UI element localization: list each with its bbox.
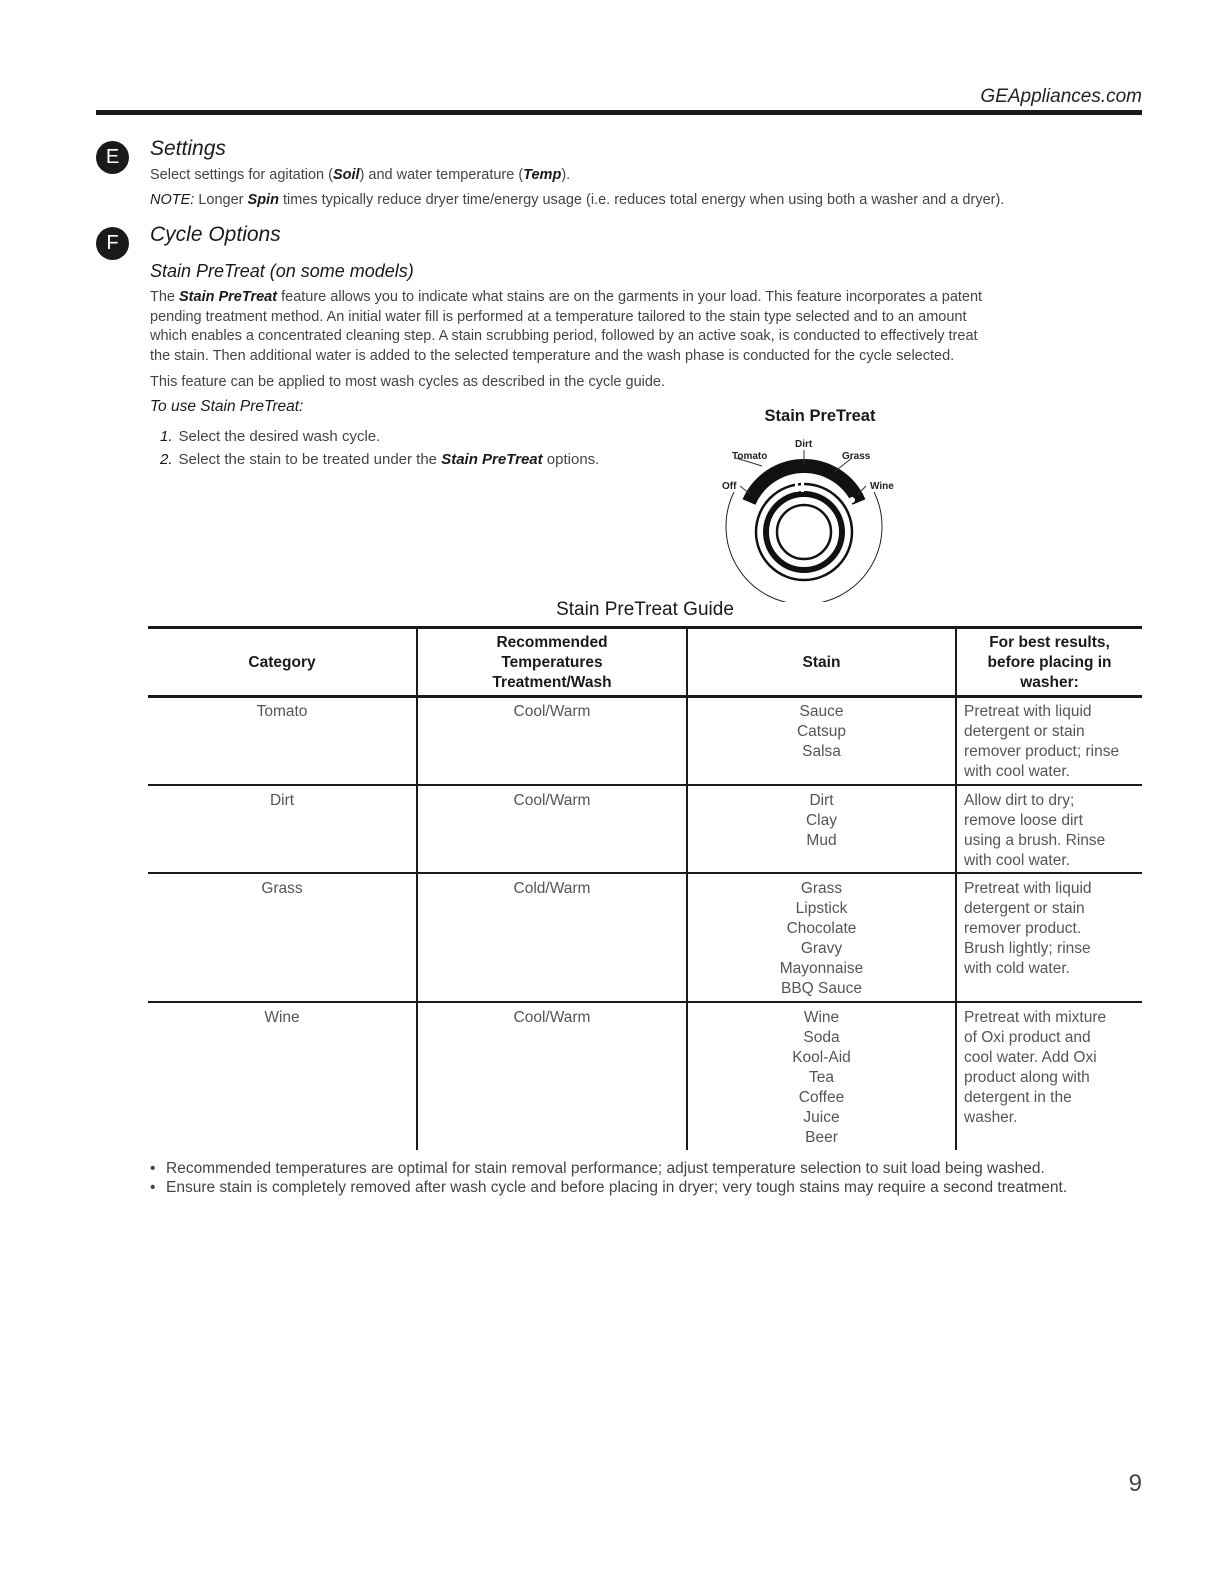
row-dirt-temp: Cool/Warm [513,792,591,809]
settings-note: NOTE: Longer Spin times typically reduce dryer time/energy usage (i.e. reduces total energy when using both a washer and a dryer). [150,192,1005,208]
row-wine-temp: Cool/Warm [513,1009,591,1026]
dial-label-grass: Grass [842,451,871,462]
dial-dot-dirt [801,474,807,480]
stain-pretreat-dial [700,432,920,602]
settings-title: Settings [150,137,226,160]
page-number: 9 [1128,1470,1142,1497]
dial-title: Stain PreTreat [764,407,876,425]
row-grass-stains: Grass Lipstick Chocolate Gravy Mayonnaise BBQ Sauce [779,880,864,997]
to-use-title: To use Stain PreTreat: [150,398,304,415]
row-tomato-best: Pretreat with liquid detergent or stain remover product; rinse with cool water. [964,703,1120,780]
guide-title: Stain PreTreat Guide [556,599,734,620]
row-rule-3 [148,1001,1142,1003]
row-dirt-category: Dirt [269,792,295,809]
guide-note-2: • Ensure stain is completely removed after wash cycle and before placing in dryer; very tough stains may require a second treatment. [150,1179,1068,1196]
row-tomato-temp: Cool/Warm [513,703,591,720]
header-best-results: For best results, before placing in washer: [987,634,1112,691]
row-dirt-stains: Dirt Clay Mud [805,792,837,849]
dial-label-off: Off [722,481,737,492]
dial-dot-grass [829,483,835,489]
row-rule-2 [148,872,1142,874]
row-rule-1 [148,784,1142,786]
step-1: 1. Select the desired wash cycle. [160,428,381,445]
row-dirt-best: Allow dirt to dry; remove loose dirt using a brush. Rinse with cool water. [964,792,1106,869]
row-grass-category: Grass [261,880,303,897]
column-divider-3 [955,628,957,1150]
dial-label-dirt: Dirt [795,439,813,450]
table-header-rule [148,695,1142,698]
table-top-rule [148,626,1142,629]
section-e-badge: E [96,141,129,174]
row-grass-best: Pretreat with liquid detergent or stain remover product. Brush lightly; rinse with cold water. [964,880,1092,977]
bullet-icon: • [150,1179,156,1196]
header-rule [96,110,1142,115]
settings-text: Select settings for agitation (Soil) and water temperature (Temp). [150,167,571,183]
dial-dot-tomato [773,483,779,489]
bullet-icon: • [150,1160,156,1177]
row-grass-temp: Cold/Warm [513,880,591,897]
stain-pretreat-description: The Stain PreTreat feature allows you to indicate what stains are on the garments in your load. This feature incorporates a patent pending treatment method. An initial water fill is performed at a temperature tailored to the stain type selected and to an amount which enables a concentrated cleaning step. A stain scrubbing period, followed by an active soak, is conducted to effectively treat the stain. Then additional water is added to the selected temperature and the wash phase is conducted for the cycle selected. [150,289,983,364]
header-stain: Stain [802,654,841,671]
header-category: Category [248,654,316,671]
dial-label-tomato: Tomato [732,451,768,462]
row-wine-best: Pretreat with mixture of Oxi product and cool water. Add Oxi product along with detergent in the washer. [964,1009,1107,1126]
section-f-badge: F [96,227,129,260]
cycle-options-title: Cycle Options [150,223,281,246]
step-2: 2. Select the stain to be treated under the Stain PreTreat options. [160,451,600,468]
row-wine-stains: Wine Soda Kool-Aid Tea Coffee Juice Beer [792,1009,851,1146]
row-wine-category: Wine [264,1009,300,1026]
site-url: GEAppliances.com [980,86,1142,107]
stain-pretreat-subtitle: Stain PreTreat (on some models) [150,261,414,281]
row-tomato-category: Tomato [256,703,308,720]
dial-label-wine: Wine [870,481,894,492]
row-tomato-stains: Sauce Catsup Salsa [796,703,847,760]
header-temperatures: Recommended Temperatures Treatment/Wash [492,634,612,691]
guide-note-1: • Recommended temperatures are optimal for stain removal performance; adjust temperature selection to suit load being washed. [150,1160,1045,1177]
dial-dot-wine [849,497,855,503]
stain-pretreat-applicability: This feature can be applied to most wash cycles as described in the cycle guide. [150,374,666,390]
